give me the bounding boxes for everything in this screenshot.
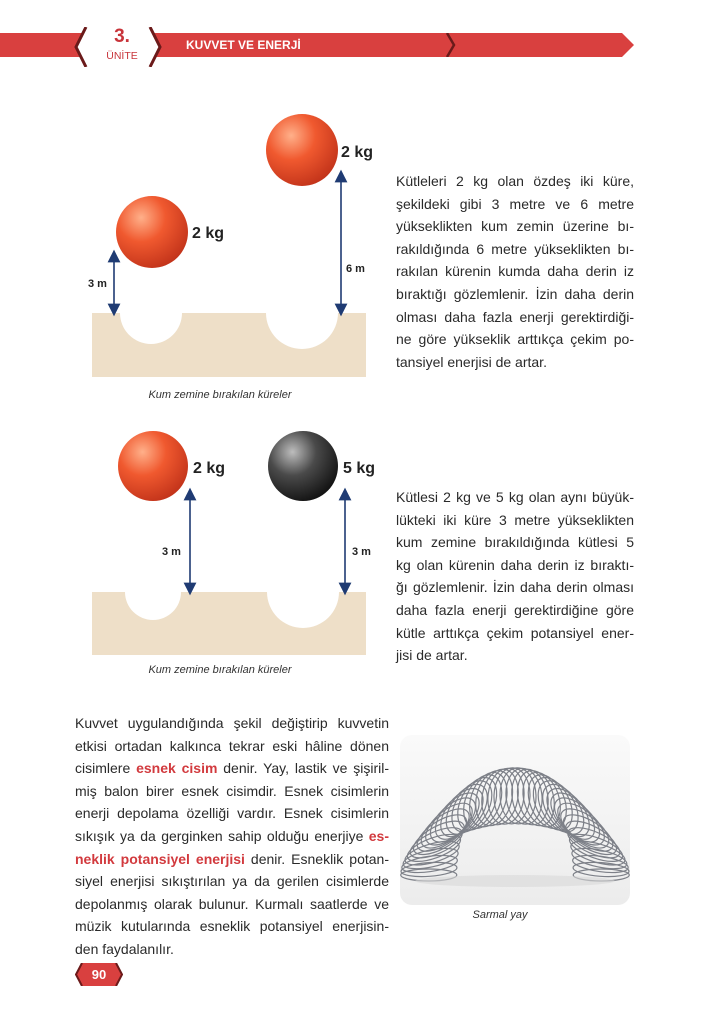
text-line: kum zemine bırakıldığında kütlesi 5 [396,534,634,551]
text-line: bıraktığı gözlemlenir. İzin daha derin [396,285,634,302]
text-line: Kütlesi 2 kg ve 5 kg olan aynı büyük- [396,489,634,505]
paragraph-height-energy [396,170,634,373]
text-line [75,780,389,803]
text-line: yükseklikten kum zemin üzerine bı- [396,218,634,235]
text-segment: depolanmış olarak bulunur. Kurmalı saatlerde ve [75,895,389,912]
orange-ball [116,196,188,268]
slinky-spring-image [400,735,630,905]
text-line [75,757,389,780]
text-segment: cisimlere [75,760,137,777]
black-ball [268,431,338,501]
key-term: neklik potansiyel enerjisi [75,850,245,867]
key-term: esnek cisim [136,760,218,777]
text-line: tansiyel enerjisi de artar. [396,353,547,370]
photo-caption: Sarmal yay [472,909,528,921]
text-line: kütle arttıkça çekim potansiyel ener- [396,624,634,641]
sand-ground [92,313,366,377]
text-line: ne göre yükseklik arttıkça çekim po- [396,331,634,348]
key-term: es- [368,827,389,844]
height-label: 3 m [352,546,371,558]
text-line [75,825,389,848]
text-line: Kütleleri 2 kg olan özdeş iki küre, [396,173,634,189]
unit-number: 3. [114,26,130,47]
text-line: rakılan kürenin kumda daha derin iz [396,263,634,280]
text-line: ğı gözlemlenir. İzin daha derin olması [396,579,634,596]
text-line [75,712,389,735]
height-label: 3 m [162,546,181,558]
paragraph-mass-energy [396,486,634,667]
orange-ball [266,114,338,186]
text-line [75,938,389,961]
text-segment: den faydalanılır. [75,940,174,957]
height-label: 3 m [88,278,107,290]
text-line: daha fazla enerji gerektirdiğine göre [396,601,634,618]
text-line: şekildeki gibi 3 metre ve 6 metre [396,195,634,212]
text-line [75,893,389,916]
mass-label: 2 kg [341,144,374,161]
figure-caption: Kum zemine bırakılan küreler [148,389,292,401]
mass-label: 2 kg [193,460,226,477]
text-line [75,735,389,758]
text-segment: müzik kutularında esneklik potansiyel enerjisin- [75,918,389,935]
figures [0,0,400,700]
text-line: rakıldığında 6 metre yükseklikten bı- [396,240,634,257]
text-segment: Kuvvet uygulandığında şekil değiştirip kuvvetin [75,715,389,731]
paragraph-elastic-energy [75,712,389,961]
text-segment: etkisi ortadan kalkınca tekrar eski hâline dönen [75,737,389,754]
text-line: olması daha fazla enerji gerektirdiği- [396,308,634,325]
text-line: kg olan kürenin daha derin iz bıraktı- [396,556,634,573]
mass-label: 2 kg [192,225,225,242]
height-label: 6 m [346,263,365,275]
text-line [75,870,389,893]
text-line: jisi de artar. [396,647,468,664]
unit-label: ÜNİTE [106,50,138,62]
text-line [75,848,389,871]
page-number: 90 [91,967,107,982]
text-line [75,915,389,938]
sand-ground [92,592,366,655]
text-line: lükteki iki küre 3 metre yükseklikten [396,511,634,528]
spring-photo [400,735,630,905]
text-segment: sıkışık ya da gerginken sahip olduğu enerjiye [75,827,369,844]
text-segment: denir. Esneklik potan- [244,850,389,867]
text-segment: miş balon birer esnek cisimdir. Esnek cisimlerin [75,782,389,799]
text-segment: enerji depolama özelliği vardır. Esnek cisimlerin [75,805,389,822]
text-segment: siyel enerjisi sıkıştırılan ya da gerilen cisimlerde [75,873,389,890]
chapter-title: KUVVET VE ENERJİ [186,38,301,52]
text-segment: denir. Yay, lastik ve şişiril- [217,760,390,777]
figure-caption: Kum zemine bırakılan küreler [148,664,292,676]
mass-label: 5 kg [343,460,376,477]
orange-ball [118,431,188,501]
text-line [75,802,389,825]
